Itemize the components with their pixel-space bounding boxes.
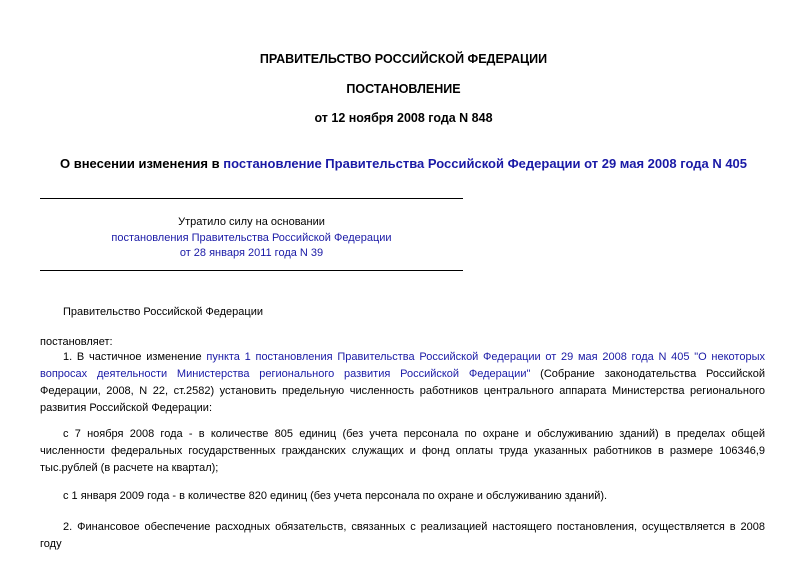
status-note-bottom-divider	[40, 270, 463, 271]
amended-decree-link[interactable]: постановление Правительства Российской Федерации от 29 мая 2008 года N 405	[223, 156, 748, 171]
paragraph-november-2008: с 7 ноября 2008 года - в количестве 805 единиц (без учета персонала по охране и обслуживанию зданий) в пределах общей численности федеральных государственных гражданских служащих и фонд оплаты труда указанных работников в размере 106346,9 тыс.рублей (в расчете на квартал);	[40, 428, 765, 474]
repealing-decree-link[interactable]: постановления Правительства Российской Федерации	[111, 232, 392, 244]
paragraph-1-start: 1. В частичное изменение	[63, 351, 207, 363]
document-title-prefix: О внесении изменения в	[59, 156, 224, 171]
body-decrees: постановляет:	[40, 336, 113, 348]
document-title	[0, 156, 807, 171]
repealing-decree-date-link[interactable]: от 28 января 2011 года N 39	[179, 247, 324, 259]
body-issuer: Правительство Российской Федерации	[63, 306, 263, 318]
document-date-number: от 12 ноября 2008 года N 848	[314, 111, 493, 125]
status-note-text: Утратило силу на основании	[178, 216, 325, 228]
issuer-heading: ПРАВИТЕЛЬСТВО РОССИЙСКОЙ ФЕДЕРАЦИИ	[259, 52, 548, 66]
paragraph-1	[40, 349, 765, 417]
paragraph-january-2009: с 1 января 2009 года - в количестве 820 единиц (без учета персонала по охране и обслуживанию зданий).	[63, 490, 608, 502]
paragraph-1-end: (Собрание законодательства Российской Федерации, 2008, N 22, ст.2582) установить предельную численность работников центрального аппарата Министерства регионального развития Российской Федерации:	[40, 368, 765, 414]
paragraph-2: 2. Финансовое обеспечение расходных обязательств, связанных с реализацией настоящего постановления, осуществляется в 2008 году	[40, 521, 765, 550]
document-type-heading: ПОСТАНОВЛЕНИЕ	[346, 82, 461, 96]
paragraph-1-link[interactable]: пункта 1 постановления Правительства Российской Федерации от 29 мая 2008 года N 405 "О некоторых вопросах деятельности Министерства регионального развития Российской Федерации"	[40, 351, 765, 380]
status-note-top-divider	[40, 198, 463, 199]
